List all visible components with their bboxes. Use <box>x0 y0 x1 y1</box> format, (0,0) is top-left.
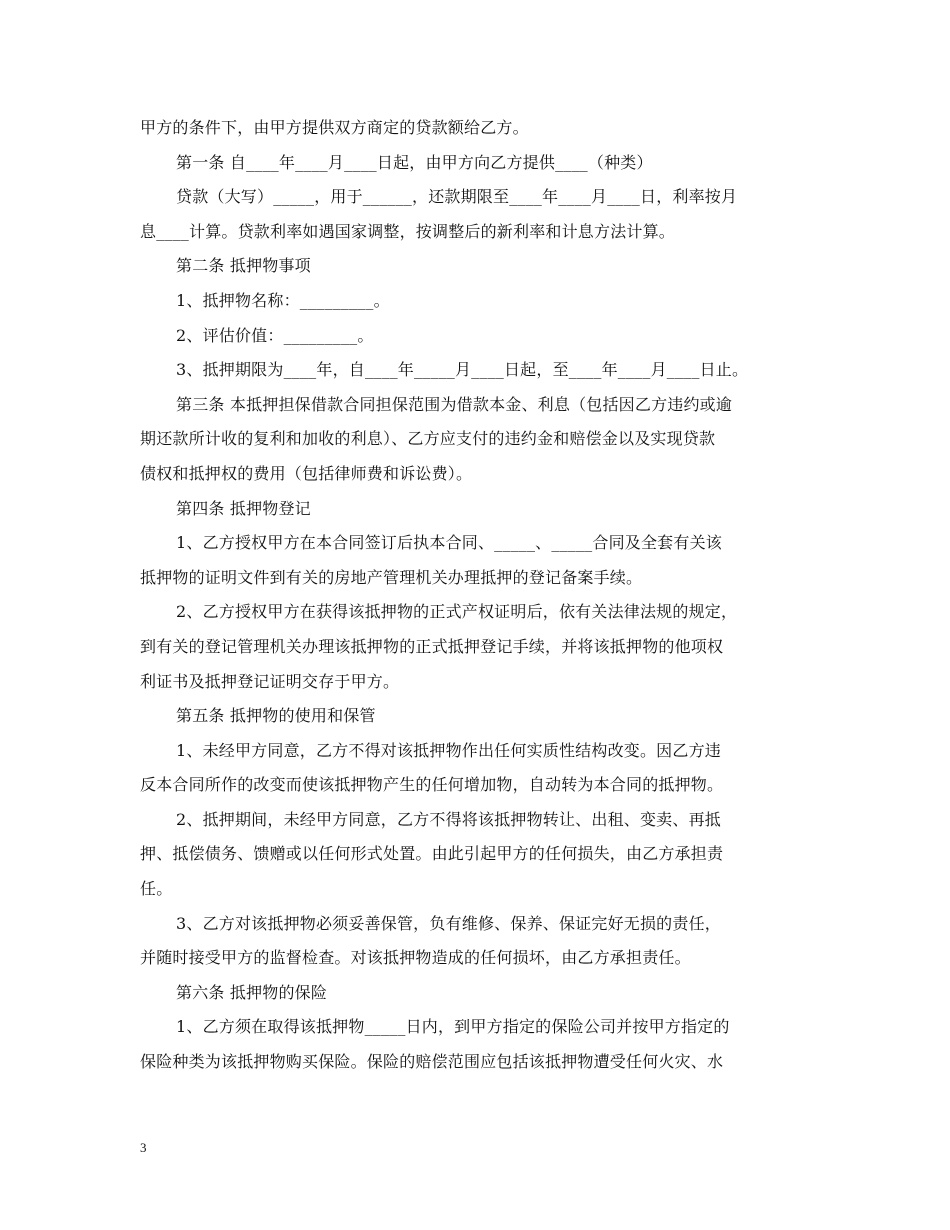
text-line: 1、乙方须在取得该抵押物_____日内，到甲方指定的保险公司并按甲方指定的 <box>176 1017 730 1037</box>
text-line: 押、抵偿债务、馈赠或以任何形式处置。由此引起甲方的任何损失，由乙方承担责 <box>140 844 724 864</box>
text-line: 保险种类为该抵押物购买保险。保险的赔偿范围应包括该抵押物遭受任何火灾、水 <box>140 1052 724 1072</box>
text-line: 2、抵押期间，未经甲方同意，乙方不得将该抵押物转让、出租、变卖、再抵 <box>176 809 721 829</box>
text-line: 3、抵押期限为____年，自____年_____月____日起，至____年____月____日止。 <box>176 360 749 380</box>
text-line: 2、评估价值：_________。 <box>176 325 374 345</box>
text-line: 利证书及抵押登记证明交存于甲方。 <box>140 671 400 691</box>
text-line: 1、抵押物名称：_________。 <box>176 290 390 310</box>
text-line: 1、未经甲方同意，乙方不得对该抵押物作出任何实质性结构改变。因乙方违 <box>176 740 721 760</box>
text-line: 反本合同所作的改变而使该抵押物产生的任何增加物，自动转为本合同的抵押物。 <box>140 775 724 795</box>
text-line: 债权和抵押权的费用（包括律师费和诉讼费）。 <box>140 463 473 483</box>
text-line: 第四条 抵押物登记 <box>176 498 311 518</box>
text-line: 并随时接受甲方的监督检查。对该抵押物造成的任何损坏，由乙方承担责任。 <box>140 948 691 968</box>
text-line: 第一条 自____年____月____日起，由甲方向乙方提供____（种类） <box>176 152 653 172</box>
text-line: 到有关的登记管理机关办理该抵押物的正式抵押登记手续，并将该抵押物的他项权 <box>140 636 724 656</box>
text-line: 第三条 本抵押担保借款合同担保范围为借款本金、利息（包括因乙方违约或逾 <box>176 394 733 414</box>
text-line: 第二条 抵押物事项 <box>176 256 311 276</box>
text-line: 第六条 抵押物的保险 <box>176 982 328 1002</box>
text-line: 抵押物的证明文件到有关的房地产管理机关办理抵押的登记备案手续。 <box>140 567 643 587</box>
text-line: 3、乙方对该抵押物必须妥善保管，负有维修、保养、保证完好无损的责任， <box>176 913 721 933</box>
page-number: 3 <box>140 1140 147 1155</box>
text-line: 期还款所计收的复利和加收的利息）、乙方应支付的违约金和赔偿金以及实现贷款 <box>140 429 716 449</box>
text-line: 任。 <box>140 879 173 899</box>
text-line: 1、乙方授权甲方在本合同签订后执本合同、_____、_____合同及全套有关该 <box>176 533 722 553</box>
text-line: 贷款（大写）_____，用于______，还款期限至____年____月____日，利率按月 <box>176 187 738 207</box>
document-body <box>140 111 812 1080</box>
text-line: 2、乙方授权甲方在获得该抵押物的正式产权证明后，依有关法律法规的规定， <box>176 602 738 622</box>
text-line: 息____计算。贷款利率如遇国家调整，按调整后的新利率和计息方法计算。 <box>140 221 676 241</box>
text-line: 第五条 抵押物的使用和保管 <box>176 706 376 726</box>
text-line: 甲方的条件下，由甲方提供双方商定的贷款额给乙方。 <box>140 118 529 137</box>
